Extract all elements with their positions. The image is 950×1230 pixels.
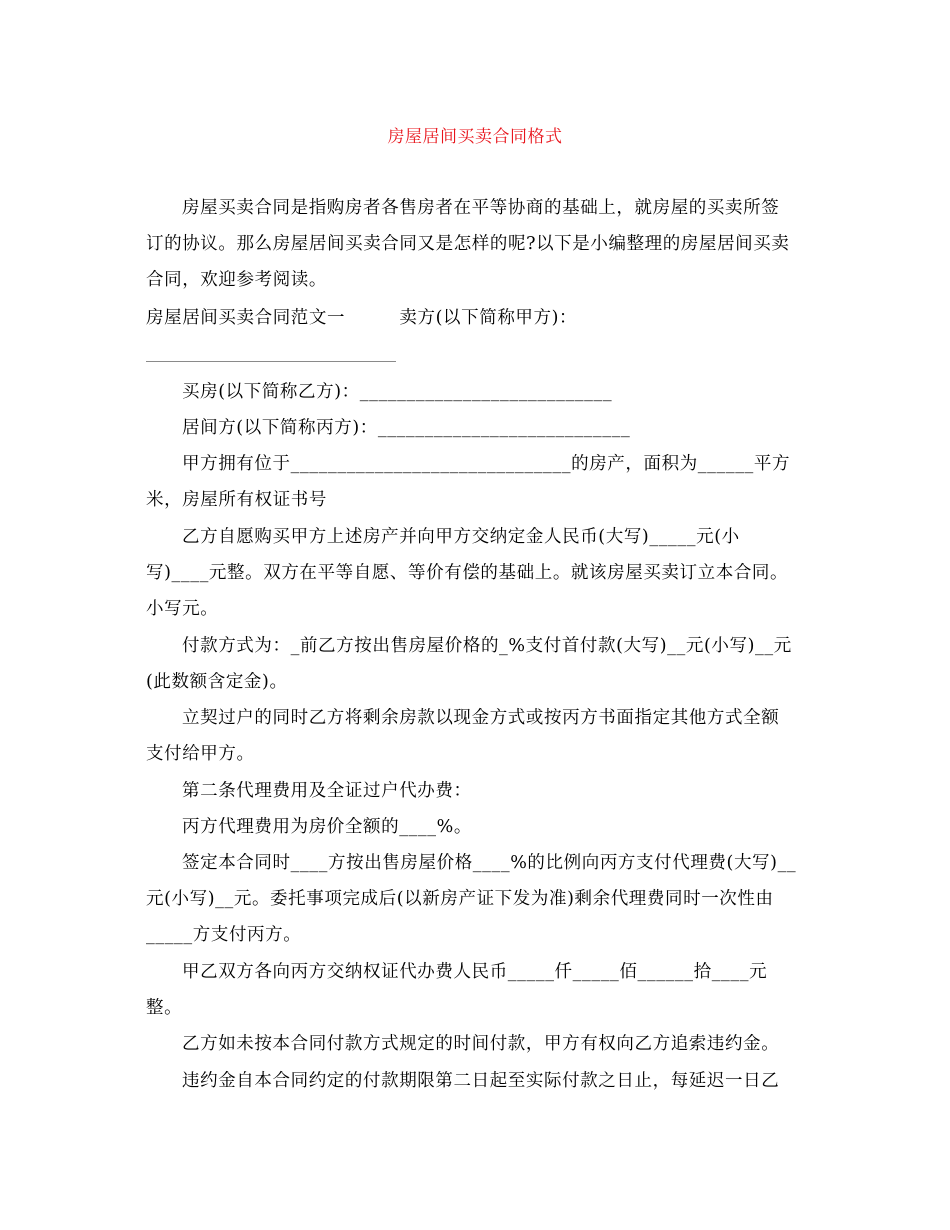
payment-line-1: 付款方式为：_前乙方按出售房屋价格的_%支付首付款(大写)__元(小写)__元 xyxy=(182,636,792,656)
deposit-line-1: 乙方自愿购买甲方上述房产并向甲方交纳定金人民币(大写)_____元(小 xyxy=(182,527,740,547)
title-fee-line-1: 甲乙双方各向丙方交纳权证代办费人民币_____仟_____佰______拾____元 xyxy=(182,962,768,982)
sample-heading-seller: 房屋居间买卖合同范文一 卖方(以下简称甲方)： xyxy=(146,308,578,328)
intro-line-1: 房屋买卖合同是指购房者各售房者在平等协商的基础上，就房屋的买卖所签 xyxy=(182,198,780,218)
penalty-line: 违约金自本合同约定的付款期限第二日起至实际付款之日止，每延迟一日乙 xyxy=(182,1071,780,1091)
article-two-heading: 第二条代理费用及全证过户代办费： xyxy=(182,781,472,801)
property-line-1: 甲方拥有位于______________________________的房产，面积为______平方 xyxy=(182,454,791,474)
signing-line-2: 元(小写)__元。委托事项完成后(以新房产证下发为准)剩余代理费同时一次性由 xyxy=(146,889,774,909)
property-line-2: 米，房屋所有权证书号 xyxy=(146,490,327,510)
transfer-line-2: 支付给甲方。 xyxy=(146,744,255,764)
intro-line-2: 订的协议。那么房屋居间买卖合同又是怎样的呢?以下是小编整理的房屋居间买卖 xyxy=(146,234,790,254)
deposit-line-2: 写)____元整。双方在平等自愿、等价有偿的基础上。就该房屋买卖订立本合同。 xyxy=(146,563,789,583)
signing-line-1: 签定本合同时____方按出售房屋价格____%的比例向丙方支付代理费(大写)__ xyxy=(182,853,797,873)
title-fee-line-2: 整。 xyxy=(146,998,183,1018)
agency-fee-line: 丙方代理费用为房价全额的____%。 xyxy=(182,817,472,837)
seller-blank-line xyxy=(146,361,396,362)
payment-line-2: (此数额含定金)。 xyxy=(146,672,288,692)
intermediary-line: 居间方(以下简称丙方)：___________________________ xyxy=(182,418,631,438)
default-line: 乙方如未按本合同付款方式规定的时间付款，甲方有权向乙方追索违约金。 xyxy=(182,1034,780,1054)
intro-line-3: 合同，欢迎参考阅读。 xyxy=(146,270,327,290)
transfer-line-1: 立契过户的同时乙方将剩余房款以现金方式或按丙方书面指定其他方式全额 xyxy=(182,708,780,728)
deposit-line-3: 小写元。 xyxy=(146,599,219,619)
signing-line-3: _____方支付丙方。 xyxy=(146,925,302,945)
buyer-line: 买房(以下简称乙方)：___________________________ xyxy=(182,382,613,402)
document-title: 房屋居间买卖合同格式 xyxy=(387,127,563,147)
